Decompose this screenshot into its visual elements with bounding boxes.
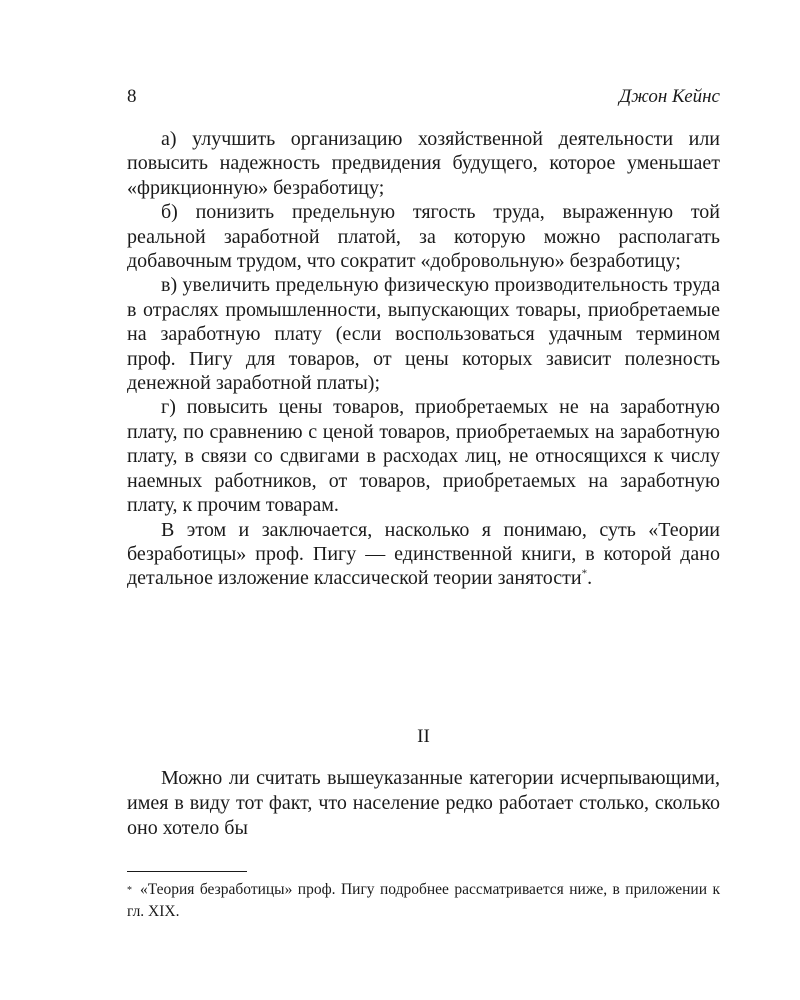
page-number: 8 bbox=[127, 86, 137, 107]
paragraph-b: б) понизить предельную тягость труда, выраженную той реальной заработной платой, за которую можно располагать добавочным трудом, что сократит «добровольную» безработицу; bbox=[127, 201, 720, 273]
footnote bbox=[127, 879, 720, 923]
section-heading: II bbox=[417, 726, 430, 747]
footnote-reference[interactable]: * bbox=[581, 567, 588, 580]
body-text bbox=[127, 127, 720, 591]
paragraph-a: а) улучшить организацию хозяйственной деятельности или повысить надежность предвидения будущего, которое уменьшает «фрикционную» безработицу; bbox=[127, 128, 720, 199]
footnote-divider bbox=[127, 871, 247, 872]
running-head: Джон Кейнс bbox=[619, 86, 720, 107]
page-header bbox=[127, 86, 720, 114]
section-paragraph: Можно ли считать вышеуказанные категории исчерпывающими, имея в виду тот факт, что население редко работает столько, сколько оно хотело бы bbox=[127, 767, 720, 839]
paragraph-v: в) увеличить предельную физическую производительность труда в отраслях промышленности, выпускающих товары, приобретаемые на заработную плату (если воспользоваться удачным термином проф. Пигу для товаров, от цены которых зависит полезность денежной заработной платы); bbox=[127, 274, 720, 395]
paragraph-conclusion-text: В этом и заключается, насколько я понимаю, суть «Теории безработицы» проф. Пигу — единственной книги, в которой дано детальное изложение классической теории занятости bbox=[127, 518, 720, 590]
paragraph-conclusion-end: . bbox=[587, 567, 593, 590]
paragraph-g: г) повысить цены товаров, приобретаемых не на заработную плату, по сравнению с ценой товаров, приобретаемых на заработную плату, в связи со сдвигами в расходах лиц, не относящихся к числу наемных работников, от товаров, приобретаемых на заработную плату, к прочим товарам. bbox=[127, 396, 720, 517]
section-text bbox=[127, 766, 720, 841]
paragraph-conclusion bbox=[127, 518, 720, 591]
footnote-mark: * bbox=[127, 885, 132, 896]
footnote-text: «Теория безработицы» проф. Пигу подробнее рассматривается ниже, в приложении к гл. XIX. bbox=[127, 881, 720, 920]
